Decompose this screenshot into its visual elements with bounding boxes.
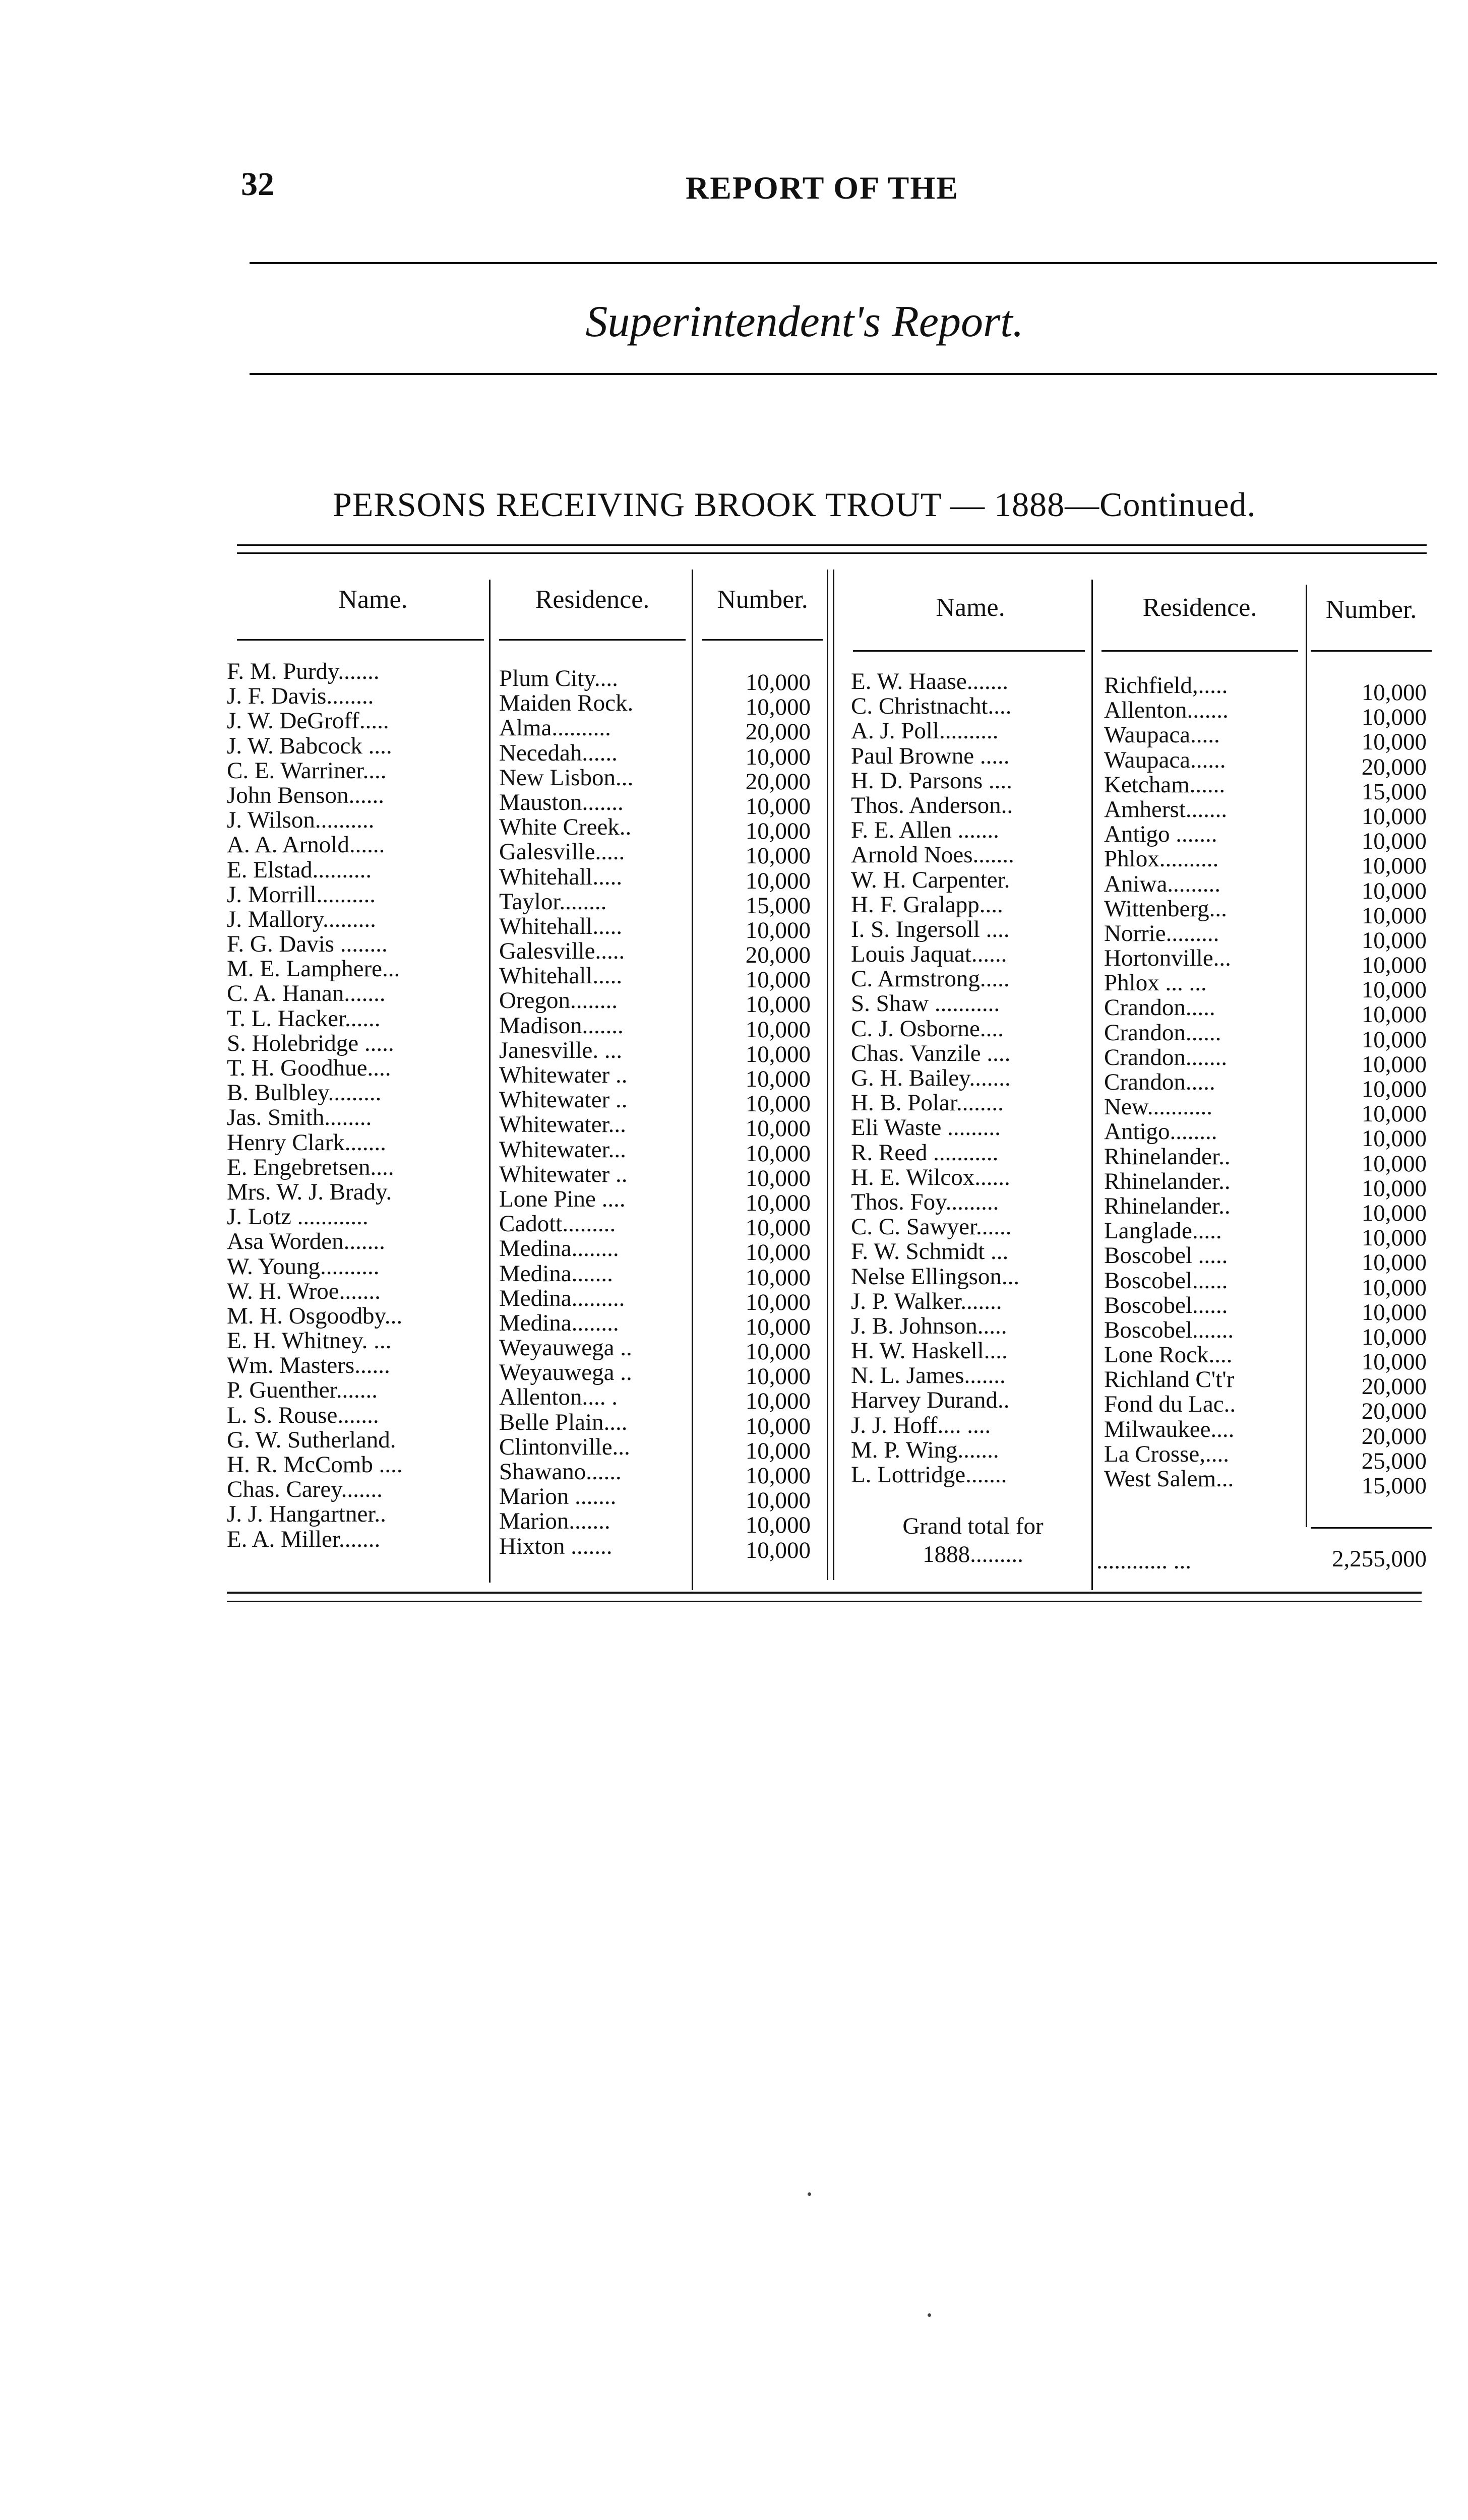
entry-name: C. A. Hanan....... — [227, 980, 386, 1007]
entry-number: 10,000 — [1361, 1349, 1427, 1375]
entry-name: J. B. Johnson..... — [851, 1312, 1007, 1339]
entry-name: M. H. Osgoodby... — [227, 1302, 403, 1329]
entry-residence: Antigo ....... — [1104, 821, 1217, 848]
entry-residence: Whitewater... — [499, 1136, 626, 1163]
entry-residence: Whitehall..... — [499, 863, 623, 890]
entry-name: W. Young.......... — [227, 1253, 380, 1280]
left-name-column — [227, 659, 403, 1552]
entry-number: 10,000 — [745, 1066, 811, 1092]
entry-name: E. Engebretsen.... — [227, 1154, 394, 1180]
entry-residence: Medina........ — [499, 1235, 619, 1262]
entry-residence: Whitehall..... — [499, 963, 623, 989]
entry-residence: La Crosse,.... — [1104, 1440, 1230, 1467]
entry-name: A. A. Arnold...... — [227, 832, 385, 858]
entry-number: 10,000 — [1361, 704, 1427, 731]
entry-number: 10,000 — [1361, 729, 1427, 755]
entry-name: F. G. Davis ........ — [227, 931, 388, 958]
entry-name: Jas. Smith........ — [227, 1104, 372, 1131]
section-title: Superintendent's Report. — [585, 297, 1024, 346]
entry-residence: Crandon..... — [1104, 1069, 1215, 1095]
entry-name: J. F. Davis........ — [227, 683, 374, 710]
entry-residence: Wittenberg... — [1104, 895, 1227, 922]
entry-name: J. Mallory......... — [227, 906, 376, 932]
entry-residence: New Lisbon... — [499, 764, 634, 791]
entry-number: 20,000 — [1361, 753, 1427, 780]
entry-name: J. Wilson.......... — [227, 807, 375, 834]
entry-residence: Taylor........ — [499, 888, 607, 915]
entry-residence: Weyauwega .. — [499, 1359, 632, 1386]
entry-residence: New........... — [1104, 1094, 1212, 1120]
entry-residence: Alma.......... — [499, 715, 611, 741]
entry-residence: Whitewater .. — [499, 1087, 628, 1113]
entry-name: Louis Jaquat...... — [851, 941, 1007, 968]
column-rule — [827, 570, 828, 1580]
entry-number: 10,000 — [1361, 1200, 1427, 1226]
entry-number: 10,000 — [1361, 1101, 1427, 1127]
left-residence-column — [499, 666, 633, 1559]
entry-residence: Fond du Lac.. — [1104, 1391, 1236, 1418]
ink-speck — [808, 2192, 811, 2196]
column-rule — [1306, 585, 1307, 1527]
column-rule — [833, 570, 834, 1580]
entry-number: 20,000 — [745, 768, 811, 795]
entry-number: 10,000 — [745, 694, 811, 721]
entry-name: T. L. Hacker...... — [227, 1005, 381, 1032]
entry-name: L. S. Rouse....... — [227, 1402, 379, 1428]
entry-name: G. W. Sutherland. — [227, 1426, 396, 1453]
entry-number: 10,000 — [745, 1388, 811, 1415]
entry-residence: Crandon....... — [1104, 1044, 1228, 1070]
entry-residence: Medina......... — [499, 1285, 625, 1311]
entry-number: 10,000 — [1361, 877, 1427, 904]
entry-name: C. C. Sawyer...... — [851, 1214, 1012, 1240]
entry-name: Nelse Ellingson... — [851, 1263, 1020, 1290]
entry-name: P. Guenther....... — [227, 1377, 378, 1404]
ink-speck — [928, 2313, 931, 2317]
entry-number: 10,000 — [1361, 1001, 1427, 1028]
entry-name: Eli Waste ......... — [851, 1114, 1001, 1141]
entry-name: A. J. Poll.......... — [851, 718, 999, 744]
header-underline — [853, 650, 1085, 652]
entry-number: 20,000 — [1361, 1398, 1427, 1425]
entry-residence: Clintonville... — [499, 1433, 630, 1460]
entry-name: S. Shaw ........... — [851, 990, 1000, 1017]
entry-residence: Boscobel ..... — [1104, 1242, 1228, 1269]
entry-name: H. B. Polar........ — [851, 1090, 1004, 1116]
entry-name: S. Holebridge ..... — [227, 1030, 394, 1056]
grand-total-dots: ............ ... — [1096, 1548, 1191, 1574]
entry-residence: Aniwa......... — [1104, 870, 1221, 897]
entry-residence: Belle Plain.... — [499, 1409, 628, 1435]
entry-residence: Ketcham...... — [1104, 771, 1226, 798]
entry-number: 10,000 — [1361, 1299, 1427, 1326]
entry-number: 10,000 — [745, 1313, 811, 1340]
entry-residence: Oregon........ — [499, 987, 618, 1014]
entry-number: 15,000 — [1361, 1473, 1427, 1499]
entry-residence: Hortonville... — [1104, 945, 1231, 972]
entry-number: 10,000 — [745, 793, 811, 820]
entry-residence: Necedah...... — [499, 739, 618, 766]
entry-name: F. M. Purdy....... — [227, 658, 380, 684]
column-rule — [692, 570, 693, 1590]
entry-residence: Allenton....... — [1104, 697, 1229, 724]
entry-number: 10,000 — [1361, 1076, 1427, 1102]
column-rule — [489, 580, 491, 1583]
entry-residence: Mauston....... — [499, 789, 624, 815]
entry-name: J. J. Hangartner.. — [227, 1501, 386, 1528]
table-bottom-rule — [227, 1592, 1422, 1594]
entry-name: Chas. Carey....... — [227, 1476, 383, 1503]
table-title: PERSONS RECEIVING BROOK TROUT — 1888—Continued. — [333, 485, 1256, 524]
entry-residence: Whitewater .. — [499, 1062, 628, 1088]
grand-total-label: Grand total for 1888......... — [902, 1513, 1044, 1567]
entry-number: 10,000 — [745, 1016, 811, 1043]
entry-number: 10,000 — [1361, 977, 1427, 1003]
right-number-column — [1311, 680, 1427, 1498]
entry-number: 10,000 — [745, 1487, 811, 1514]
entry-number: 10,000 — [745, 967, 811, 993]
entry-name: Asa Worden....... — [227, 1228, 385, 1255]
entry-name: F. W. Schmidt ... — [851, 1238, 1009, 1265]
table-top-rule — [237, 544, 1427, 546]
column-rule — [1091, 580, 1093, 1590]
entry-number: 10,000 — [745, 1289, 811, 1315]
entry-number: 10,000 — [745, 1140, 811, 1167]
entry-number: 10,000 — [745, 1463, 811, 1489]
entry-name: C. E. Warriner.... — [227, 757, 387, 784]
entry-number: 10,000 — [1361, 1274, 1427, 1301]
entry-number: 25,000 — [1361, 1447, 1427, 1474]
entry-name: Wm. Masters...... — [227, 1352, 390, 1379]
right-residence-column — [1104, 673, 1236, 1491]
entry-number: 10,000 — [745, 917, 811, 943]
entry-residence: Maiden Rock. — [499, 690, 634, 717]
entry-residence: Crandon..... — [1104, 994, 1215, 1021]
entry-residence: Lone Pine .... — [499, 1185, 626, 1212]
entry-number: 10,000 — [745, 1189, 811, 1216]
entry-name: C. Armstrong..... — [851, 966, 1010, 992]
header-rule — [250, 262, 1437, 264]
entry-residence: Whitewater .. — [499, 1161, 628, 1187]
entry-name: Mrs. W. J. Brady. — [227, 1178, 392, 1205]
entry-number: 10,000 — [1361, 1125, 1427, 1152]
table-bottom-rule-2 — [227, 1601, 1422, 1602]
entry-residence: Rhinelander.. — [1104, 1168, 1231, 1194]
entry-residence: Cadott......... — [499, 1211, 616, 1237]
entry-number: 20,000 — [1361, 1373, 1427, 1400]
entry-number: 10,000 — [745, 669, 811, 696]
header-underline — [499, 639, 686, 641]
entry-number: 10,000 — [745, 1091, 811, 1117]
entry-residence: Antigo........ — [1104, 1118, 1217, 1145]
entry-residence: Milwaukee.... — [1104, 1416, 1235, 1442]
entry-number: 20,000 — [1361, 1423, 1427, 1450]
entry-residence: Whitehall..... — [499, 913, 623, 939]
entry-number: 20,000 — [745, 719, 811, 745]
entry-name: E. Elstad.......... — [227, 856, 372, 883]
entry-residence: Boscobel...... — [1104, 1267, 1228, 1294]
entry-number: 10,000 — [1361, 1324, 1427, 1350]
entry-number: 15,000 — [745, 892, 811, 919]
section-rule — [250, 373, 1437, 375]
entry-number: 10,000 — [1361, 679, 1427, 706]
header-underline — [702, 639, 823, 641]
entry-number: 10,000 — [1361, 1150, 1427, 1177]
table-top-rule-2 — [237, 552, 1427, 554]
entry-residence: Lone Rock.... — [1104, 1342, 1233, 1368]
entry-name: E. A. Miller....... — [227, 1526, 381, 1552]
entry-number: 10,000 — [745, 743, 811, 770]
entry-name: John Benson...... — [227, 782, 385, 808]
entry-residence: Phlox ... ... — [1104, 970, 1207, 996]
running-head: REPORT OF THE — [686, 170, 959, 206]
entry-residence: Medina....... — [499, 1260, 613, 1287]
entry-residence: Medina........ — [499, 1309, 619, 1336]
entry-name: J. W. DeGroff..... — [227, 708, 389, 734]
entry-residence: Richland C't'r — [1104, 1366, 1235, 1393]
entry-residence: Weyauwega .. — [499, 1335, 632, 1361]
entry-residence: Phlox.......... — [1104, 846, 1219, 872]
entry-number: 10,000 — [745, 1115, 811, 1142]
entry-residence: Rhinelander.. — [1104, 1143, 1231, 1170]
left-number-column — [706, 670, 811, 1563]
entry-number: 10,000 — [745, 818, 811, 845]
entry-number: 10,000 — [745, 1239, 811, 1266]
entry-residence: Rhinelander.. — [1104, 1192, 1231, 1219]
entry-residence: Langlade..... — [1104, 1218, 1222, 1244]
entry-residence: Richfield,..... — [1104, 672, 1228, 699]
entry-name: H. F. Gralapp.... — [851, 891, 1003, 918]
entry-residence: White Creek.. — [499, 814, 632, 841]
entry-name: J. J. Hoff.... .... — [851, 1412, 991, 1438]
entry-number: 10,000 — [1361, 952, 1427, 979]
entry-number: 10,000 — [745, 843, 811, 869]
entry-number: 10,000 — [1361, 1026, 1427, 1053]
entry-name: Arnold Noes....... — [851, 842, 1014, 868]
entry-number: 10,000 — [745, 1339, 811, 1365]
entry-number: 10,000 — [745, 1215, 811, 1241]
entry-number: 10,000 — [745, 867, 811, 894]
entry-name: H. R. McComb .... — [227, 1452, 403, 1478]
entry-name: L. Lottridge....... — [851, 1462, 1007, 1488]
entry-name: H. W. Haskell.... — [851, 1338, 1008, 1364]
entry-residence: Galesville..... — [499, 938, 625, 965]
entry-number: 15,000 — [1361, 778, 1427, 805]
entry-number: 10,000 — [1361, 853, 1427, 879]
entry-number: 10,000 — [745, 1363, 811, 1390]
entry-name: I. S. Ingersoll .... — [851, 916, 1010, 942]
entry-residence: Waupaca...... — [1104, 746, 1226, 773]
entry-name: Thos. Anderson.. — [851, 792, 1013, 818]
entry-residence: West Salem... — [1104, 1466, 1234, 1492]
entry-number: 10,000 — [745, 1512, 811, 1539]
entry-number: 10,000 — [745, 1165, 811, 1191]
entry-name: M. P. Wing....... — [851, 1436, 999, 1463]
entry-residence: Allenton.... . — [499, 1384, 618, 1411]
entry-residence: Waupaca..... — [1104, 722, 1220, 748]
entry-number: 10,000 — [1361, 1051, 1427, 1078]
entry-residence: Madison....... — [499, 1012, 624, 1039]
entry-residence: Marion ....... — [499, 1483, 617, 1510]
entry-residence: Boscobel....... — [1104, 1316, 1234, 1343]
entry-number: 10,000 — [745, 1537, 811, 1563]
header-underline — [237, 639, 484, 641]
entry-residence: Boscobel...... — [1104, 1292, 1228, 1318]
entry-number: 10,000 — [1361, 803, 1427, 830]
header-name-left: Name. — [338, 585, 408, 614]
header-residence-left: Residence. — [535, 585, 650, 614]
entry-name: C. Christnacht.... — [851, 693, 1012, 720]
entry-number: 10,000 — [1361, 1225, 1427, 1251]
entry-number: 10,000 — [745, 1437, 811, 1464]
entry-name: H. D. Parsons .... — [851, 767, 1012, 794]
grand-total-value: 2,255,000 — [1332, 1546, 1427, 1572]
entry-name: Paul Browne ..... — [851, 742, 1010, 769]
entry-name: C. J. Osborne.... — [851, 1015, 1004, 1042]
entry-name: J. Morrill.......... — [227, 881, 376, 908]
entry-number: 10,000 — [745, 1041, 811, 1067]
entry-name: G. H. Bailey....... — [851, 1065, 1011, 1091]
entry-residence: Amherst....... — [1104, 796, 1228, 823]
entry-name: Henry Clark....... — [227, 1129, 386, 1156]
entry-residence: Shawano...... — [499, 1459, 622, 1485]
entry-residence: Crandon...... — [1104, 1019, 1221, 1046]
right-name-column — [851, 669, 1019, 1487]
header-underline — [1311, 650, 1432, 652]
entry-name: E. H. Whitney. ... — [227, 1328, 392, 1354]
entry-residence: Janesville. ... — [499, 1037, 623, 1063]
entry-number: 10,000 — [745, 991, 811, 1018]
entry-name: Harvey Durand.. — [851, 1387, 1010, 1414]
entry-number: 10,000 — [745, 1413, 811, 1439]
entry-number: 10,000 — [1361, 828, 1427, 855]
entry-name: E. W. Haase....... — [851, 668, 1008, 695]
entry-name: R. Reed ........... — [851, 1139, 999, 1166]
entry-number: 10,000 — [1361, 927, 1427, 954]
entry-name: B. Bulbley......... — [227, 1080, 382, 1106]
entry-number: 10,000 — [1361, 1175, 1427, 1202]
entry-residence: Plum City.... — [499, 665, 618, 691]
entry-residence: Marion....... — [499, 1508, 610, 1535]
header-underline — [1102, 650, 1298, 652]
entry-name: N. L. James....... — [851, 1362, 1006, 1389]
entry-name: W. H. Carpenter. — [851, 866, 1010, 893]
entry-name: J. P. Walker....... — [851, 1288, 1002, 1314]
entry-residence: Hixton ....... — [499, 1533, 613, 1559]
entry-number: 10,000 — [745, 1264, 811, 1291]
entry-number: 10,000 — [1361, 902, 1427, 929]
entry-name: W. H. Wroe....... — [227, 1278, 381, 1304]
page-number: 32 — [241, 166, 274, 203]
header-residence-right: Residence. — [1142, 593, 1257, 622]
entry-residence: Whitewater... — [499, 1111, 626, 1138]
header-name-right: Name. — [936, 593, 1005, 622]
header-number-left: Number. — [717, 585, 808, 614]
entry-name: J. Lotz ............ — [227, 1204, 369, 1230]
entry-name: M. E. Lamphere... — [227, 956, 400, 982]
entry-name: T. H. Goodhue.... — [227, 1055, 391, 1081]
entry-name: J. W. Babcock .... — [227, 732, 392, 759]
header-number-right: Number. — [1325, 595, 1417, 624]
entry-number: 20,000 — [745, 942, 811, 969]
entry-name: H. E. Wilcox...... — [851, 1164, 1010, 1190]
entry-number: 10,000 — [1361, 1249, 1427, 1276]
entry-name: Chas. Vanzile .... — [851, 1040, 1011, 1066]
entry-residence: Norrie......... — [1104, 920, 1219, 947]
entry-name: F. E. Allen ....... — [851, 817, 999, 844]
grand-total-rule — [1311, 1527, 1432, 1529]
entry-name: Thos. Foy......... — [851, 1188, 999, 1215]
entry-residence: Galesville..... — [499, 839, 625, 865]
